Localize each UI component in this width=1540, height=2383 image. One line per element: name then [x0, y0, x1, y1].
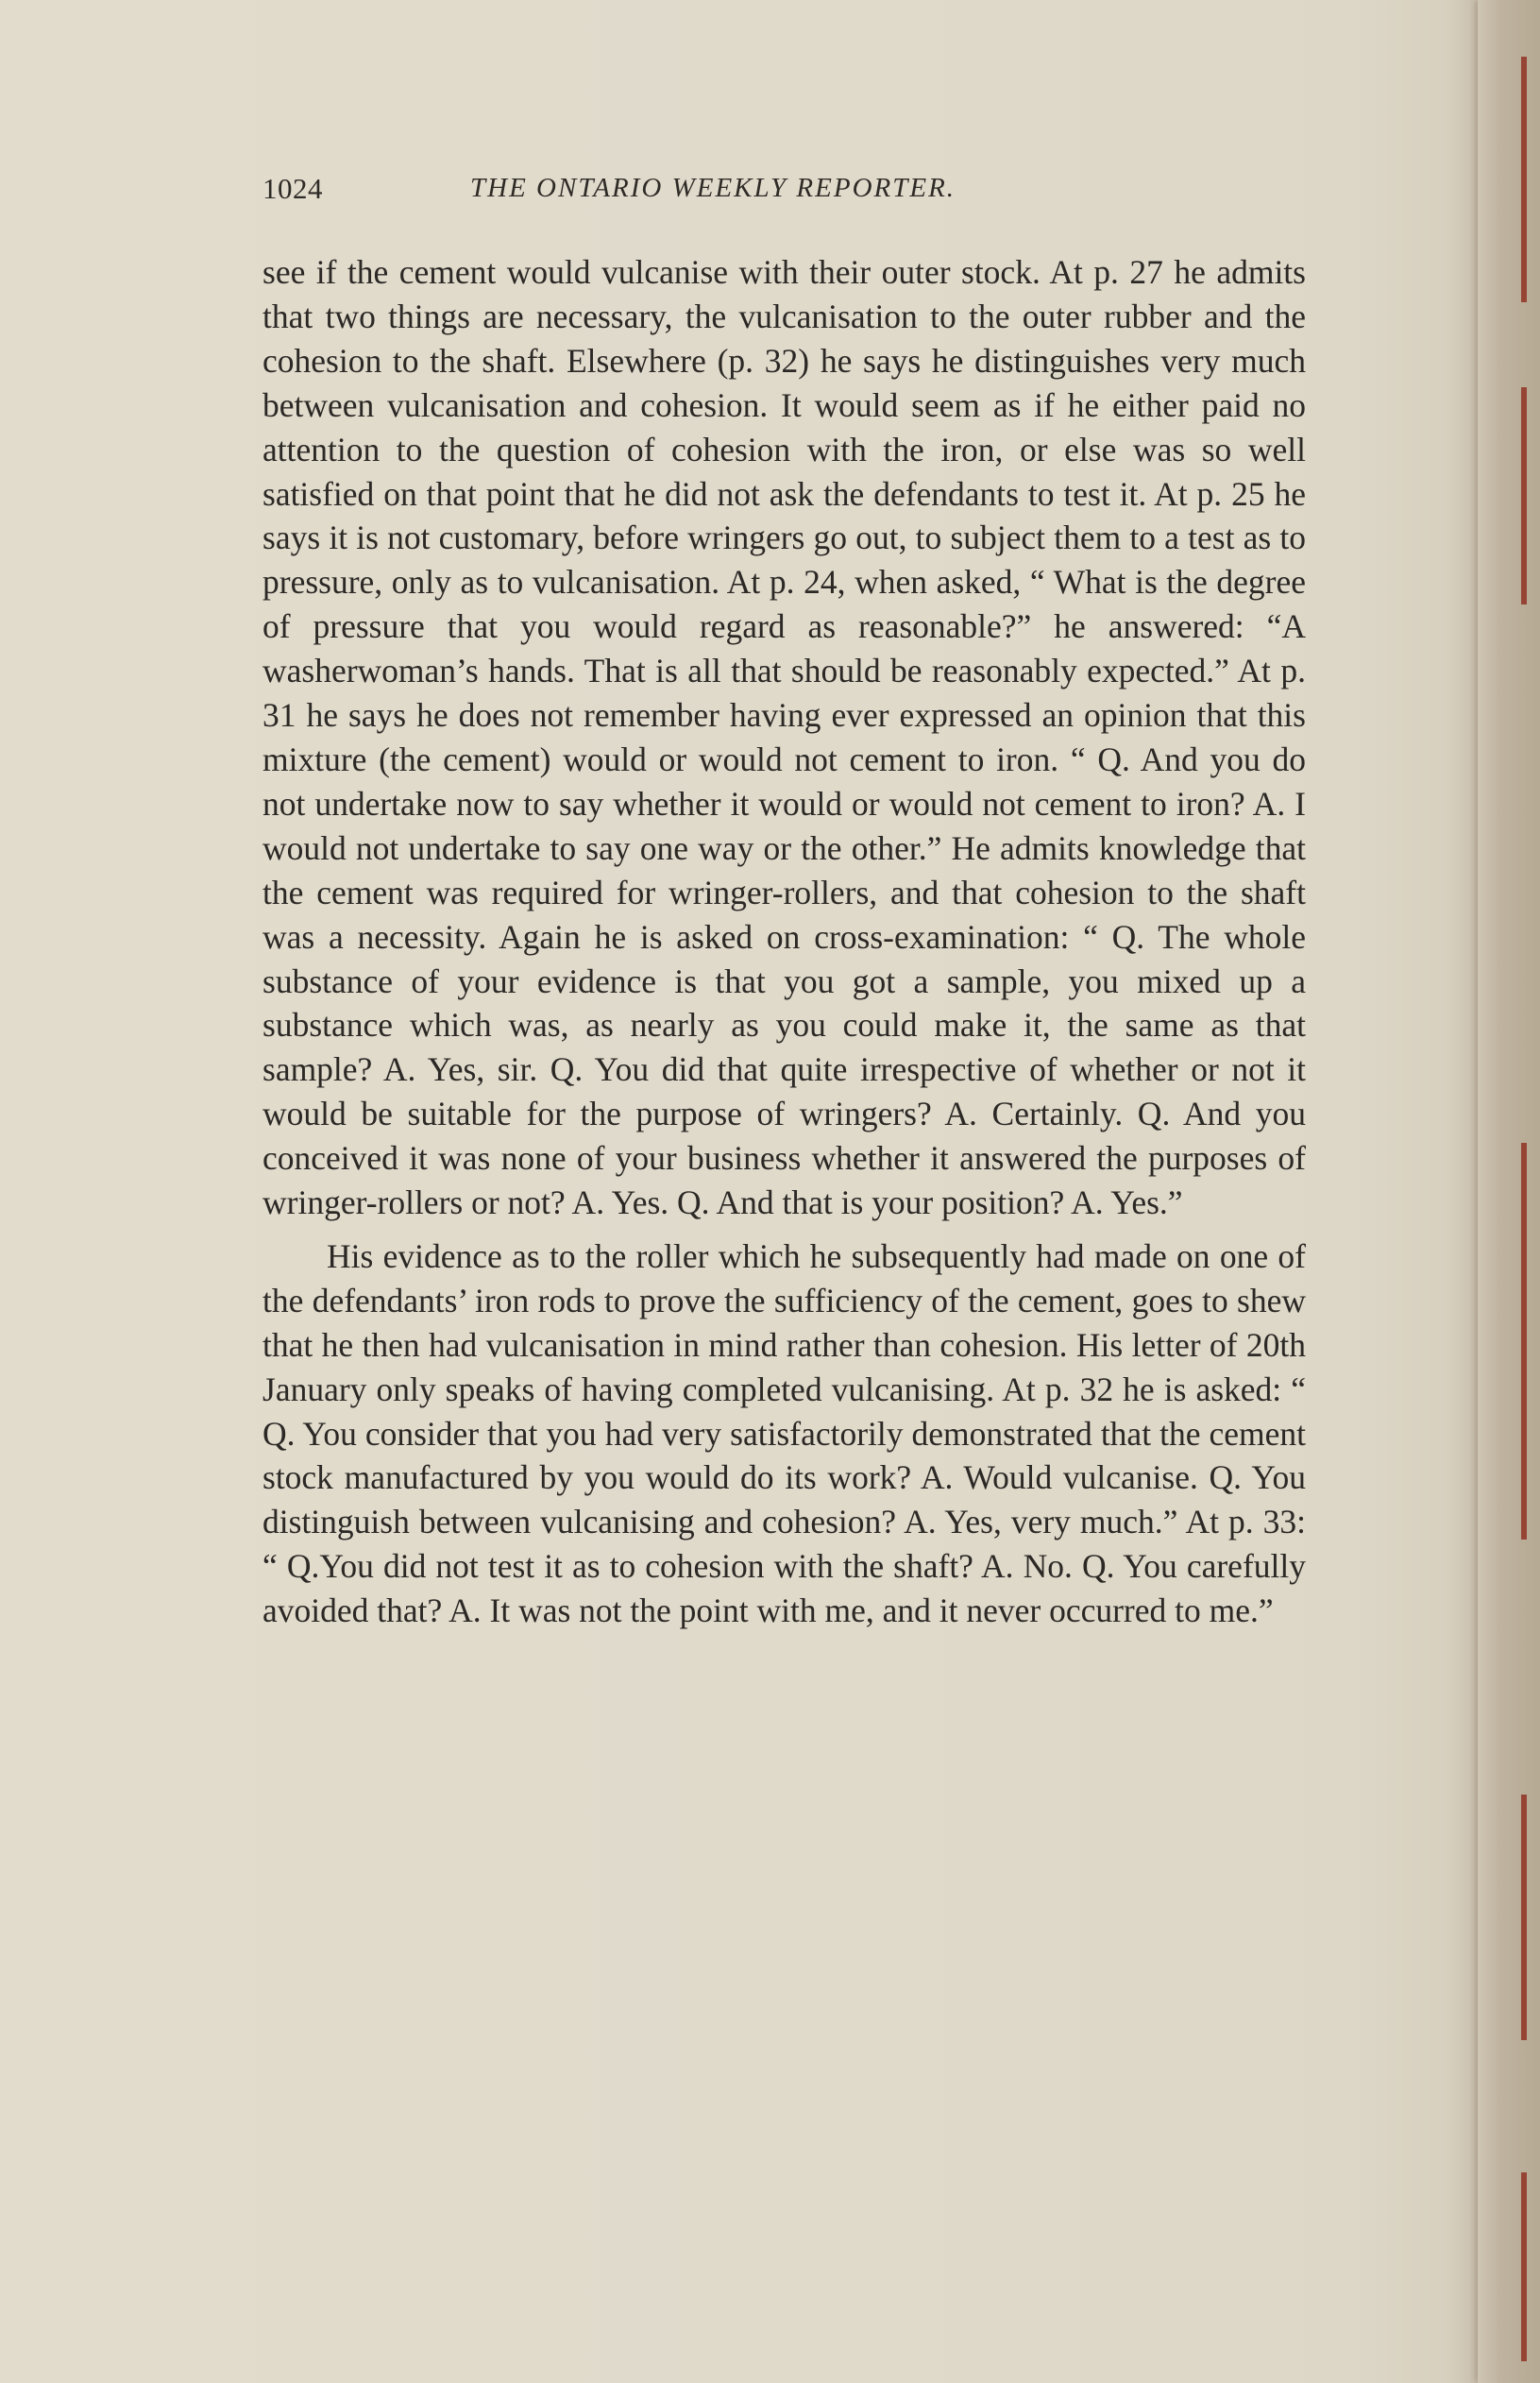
edge-stripe	[1521, 1795, 1527, 2040]
paragraph: His evidence as to the roller which he subsequently had made on one of the defendants’ iron rods to prove the sufficiency of the cement, goes to shew that he then had vulcanisation in mind rather than cohesion. His letter of 20th January only speaks of having completed vulcanising. At p. 32 he is asked: “ Q. You consider that you had very satisfactorily demonstrated that the cement stock manufactured by you would do its work? A. Would vulcanise. Q. You distinguish between vulcanising and cohesion? A. Yes, very much.” At p. 33: “ Q.You did not test it as to cohesion with the shaft? A. No. Q. You carefully avoided that? A. It was not the point with me, and it never occurred to me.”	[262, 1236, 1306, 1630]
paragraph: see if the cement would vulcanise with their outer stock. At p. 27 he admits that two things are necessary, the vulcanisation to the outer rubber and the cohesion to the shaft. Elsewhere (p. 32) he says he distinguishes very much between vulcanisation and cohesion. It would seem as if he either paid no attention to the question of cohesion with the iron, or else was so well satisfied on that point that he did not ask the defendants to test it. At p. 25 he says it is not customary, before wringers go out, to subject them to a test as to pressure, only as to vulcanisation. At p. 24, when asked, “ What is the degree of pressure that you would regard as reasonable?” he answered: “A washerwoman’s hands. That is all that should be reasonably expected.” At p. 31 he says he does not remember having ever expressed an opinion that this mixture (the cement) would or would not cement to iron. “ Q. And you do not undertake now to say whether it would or would not cement to iron? A. I would not undertake to say one way or the other.” He admits knowledge that the cement was required for wringer-rollers, and that cohesion to the shaft was a necessity. Again he is asked on cross-examination: “ Q. The whole substance of your evidence is that you got a sample, you mixed up a substance which was, as nearly as you could make it, the same as that sample? A. Yes, sir. Q. You did that quite irrespective of whether or not it would be suitable for the purpose of wringers? A. Certainly. Q. And you conceived it was none of your business whether it answered the purposes of wringer-rollers or not? A. Yes. Q. And that is your position? A. Yes.”	[262, 253, 1306, 1222]
edge-stripe	[1521, 387, 1527, 604]
page-header	[262, 172, 1306, 215]
edge-stripe	[1521, 1143, 1527, 1540]
edge-stripe	[1521, 57, 1527, 302]
body-text	[262, 250, 1306, 1633]
running-title: THE ONTARIO WEEKLY REPORTER.	[470, 173, 956, 203]
page-edge	[1478, 0, 1540, 2383]
page-number: 1024	[262, 172, 323, 205]
edge-stripe	[1521, 2172, 1527, 2361]
